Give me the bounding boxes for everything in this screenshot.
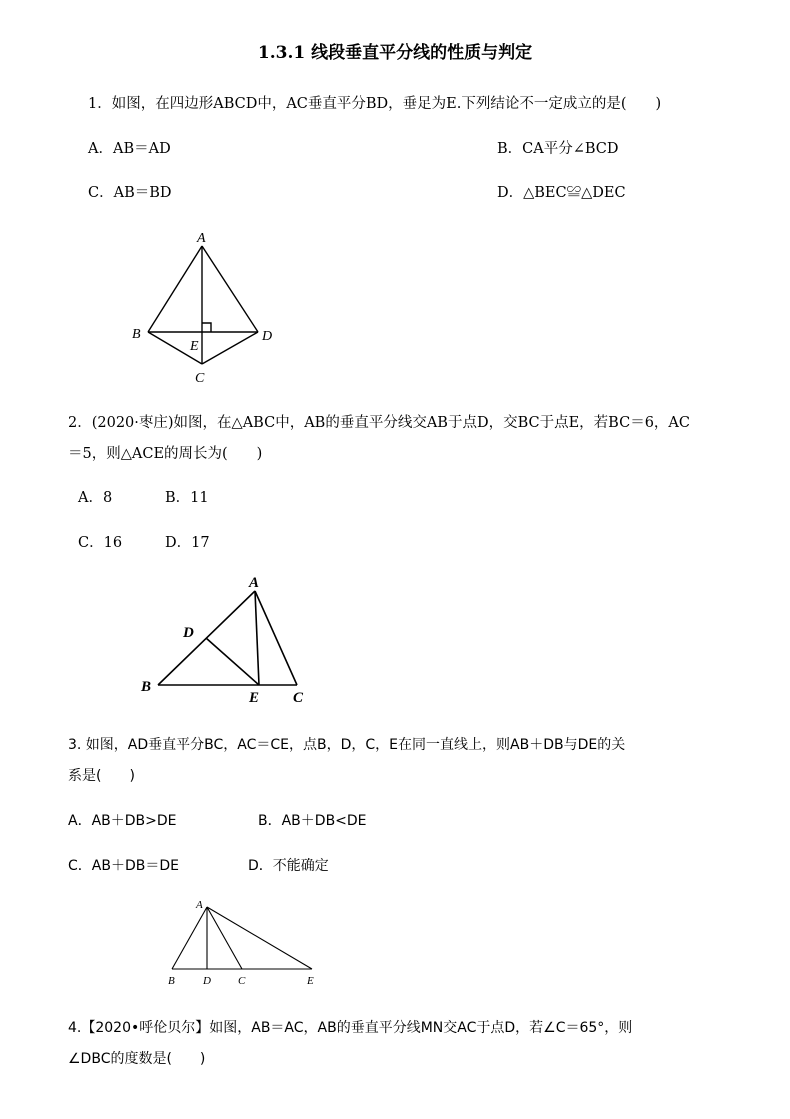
q1-option-b: B．CA平分∠BCD (497, 141, 619, 157)
q1-segment-ab (148, 246, 202, 332)
q3-label-c: C (238, 975, 246, 987)
q2-label-e: E (249, 690, 260, 706)
q3-label-d: D (203, 975, 211, 987)
q2-label-b: B (141, 679, 152, 695)
q1-label-a: A (197, 231, 206, 246)
q1-right-angle-mark (202, 323, 211, 332)
q1-option-a: A．AB＝AD (88, 141, 171, 157)
q3-segment-ac (207, 907, 242, 969)
q2-segment-de (206, 638, 259, 685)
q3-stem-line2: 系是( ) (68, 768, 135, 784)
q2-option-a: A．8 (78, 490, 113, 506)
q3-segment-ab (172, 907, 207, 969)
q4-stem-line1: 4.【2020•呼伦贝尔】如图，AB＝AC，AB的垂直平分线MN交AC于点D，若∠C＝65°，则 (68, 1020, 633, 1036)
q3-label-b: B (168, 975, 175, 987)
q2-segment-ae (255, 591, 259, 685)
q1-stem: 1．如图，在四边形ABCD中，AC垂直平分BD，垂足为E.下列结论不一定成立的是( ) (88, 96, 662, 112)
q1-option-c: C．AB＝BD (88, 185, 172, 201)
q3-label-e: E (307, 975, 314, 987)
q3-figure (160, 893, 330, 993)
q1-label-d: D (262, 329, 273, 344)
q3-stem-line1: 3. 如图，AD垂直平分BC，AC＝CE，点B，D，C，E在同一直线上，则AB＋DB与DE的关 (68, 737, 626, 753)
q1-label-c: C (195, 371, 205, 386)
q1-segment-ad (202, 246, 258, 332)
q2-stem-line2: ＝5，则△ACE的周长为( ) (68, 446, 263, 462)
q2-figure (135, 568, 315, 714)
page-title: 1.3.1 线段垂直平分线的性质与判定 (257, 43, 533, 63)
q1-figure (120, 222, 290, 392)
q4-stem-line2: ∠DBC的度数是( ) (68, 1051, 206, 1067)
q1-option-d: D．△BEC≌△DEC (497, 185, 626, 201)
q2-stem-line1: 2．(2020·枣庄)如图，在△ABC中，AB的垂直平分线交AB于点D，交BC于点E，若BC＝6，AC (68, 415, 690, 431)
q1-segment-dc (202, 332, 258, 364)
q2-label-a: A (249, 575, 260, 591)
q3-option-a: A．AB＋DB>DE (68, 813, 177, 829)
q2-option-b: B．11 (165, 490, 209, 506)
q2-option-d: D．17 (165, 535, 210, 551)
q2-segment-ac (255, 591, 297, 685)
q3-option-d: D．不能确定 (248, 858, 329, 874)
q2-label-d: D (183, 625, 194, 641)
q2-option-c: C．16 (78, 535, 123, 551)
q3-option-b: B．AB＋DB<DE (258, 813, 367, 829)
q3-option-c: C．AB＋DB＝DE (68, 858, 179, 874)
q1-label-b: B (132, 327, 141, 342)
q2-label-c: C (293, 690, 304, 706)
q3-label-a: A (196, 899, 203, 911)
q1-label-e: E (190, 339, 199, 354)
q3-segment-ae (207, 907, 312, 969)
